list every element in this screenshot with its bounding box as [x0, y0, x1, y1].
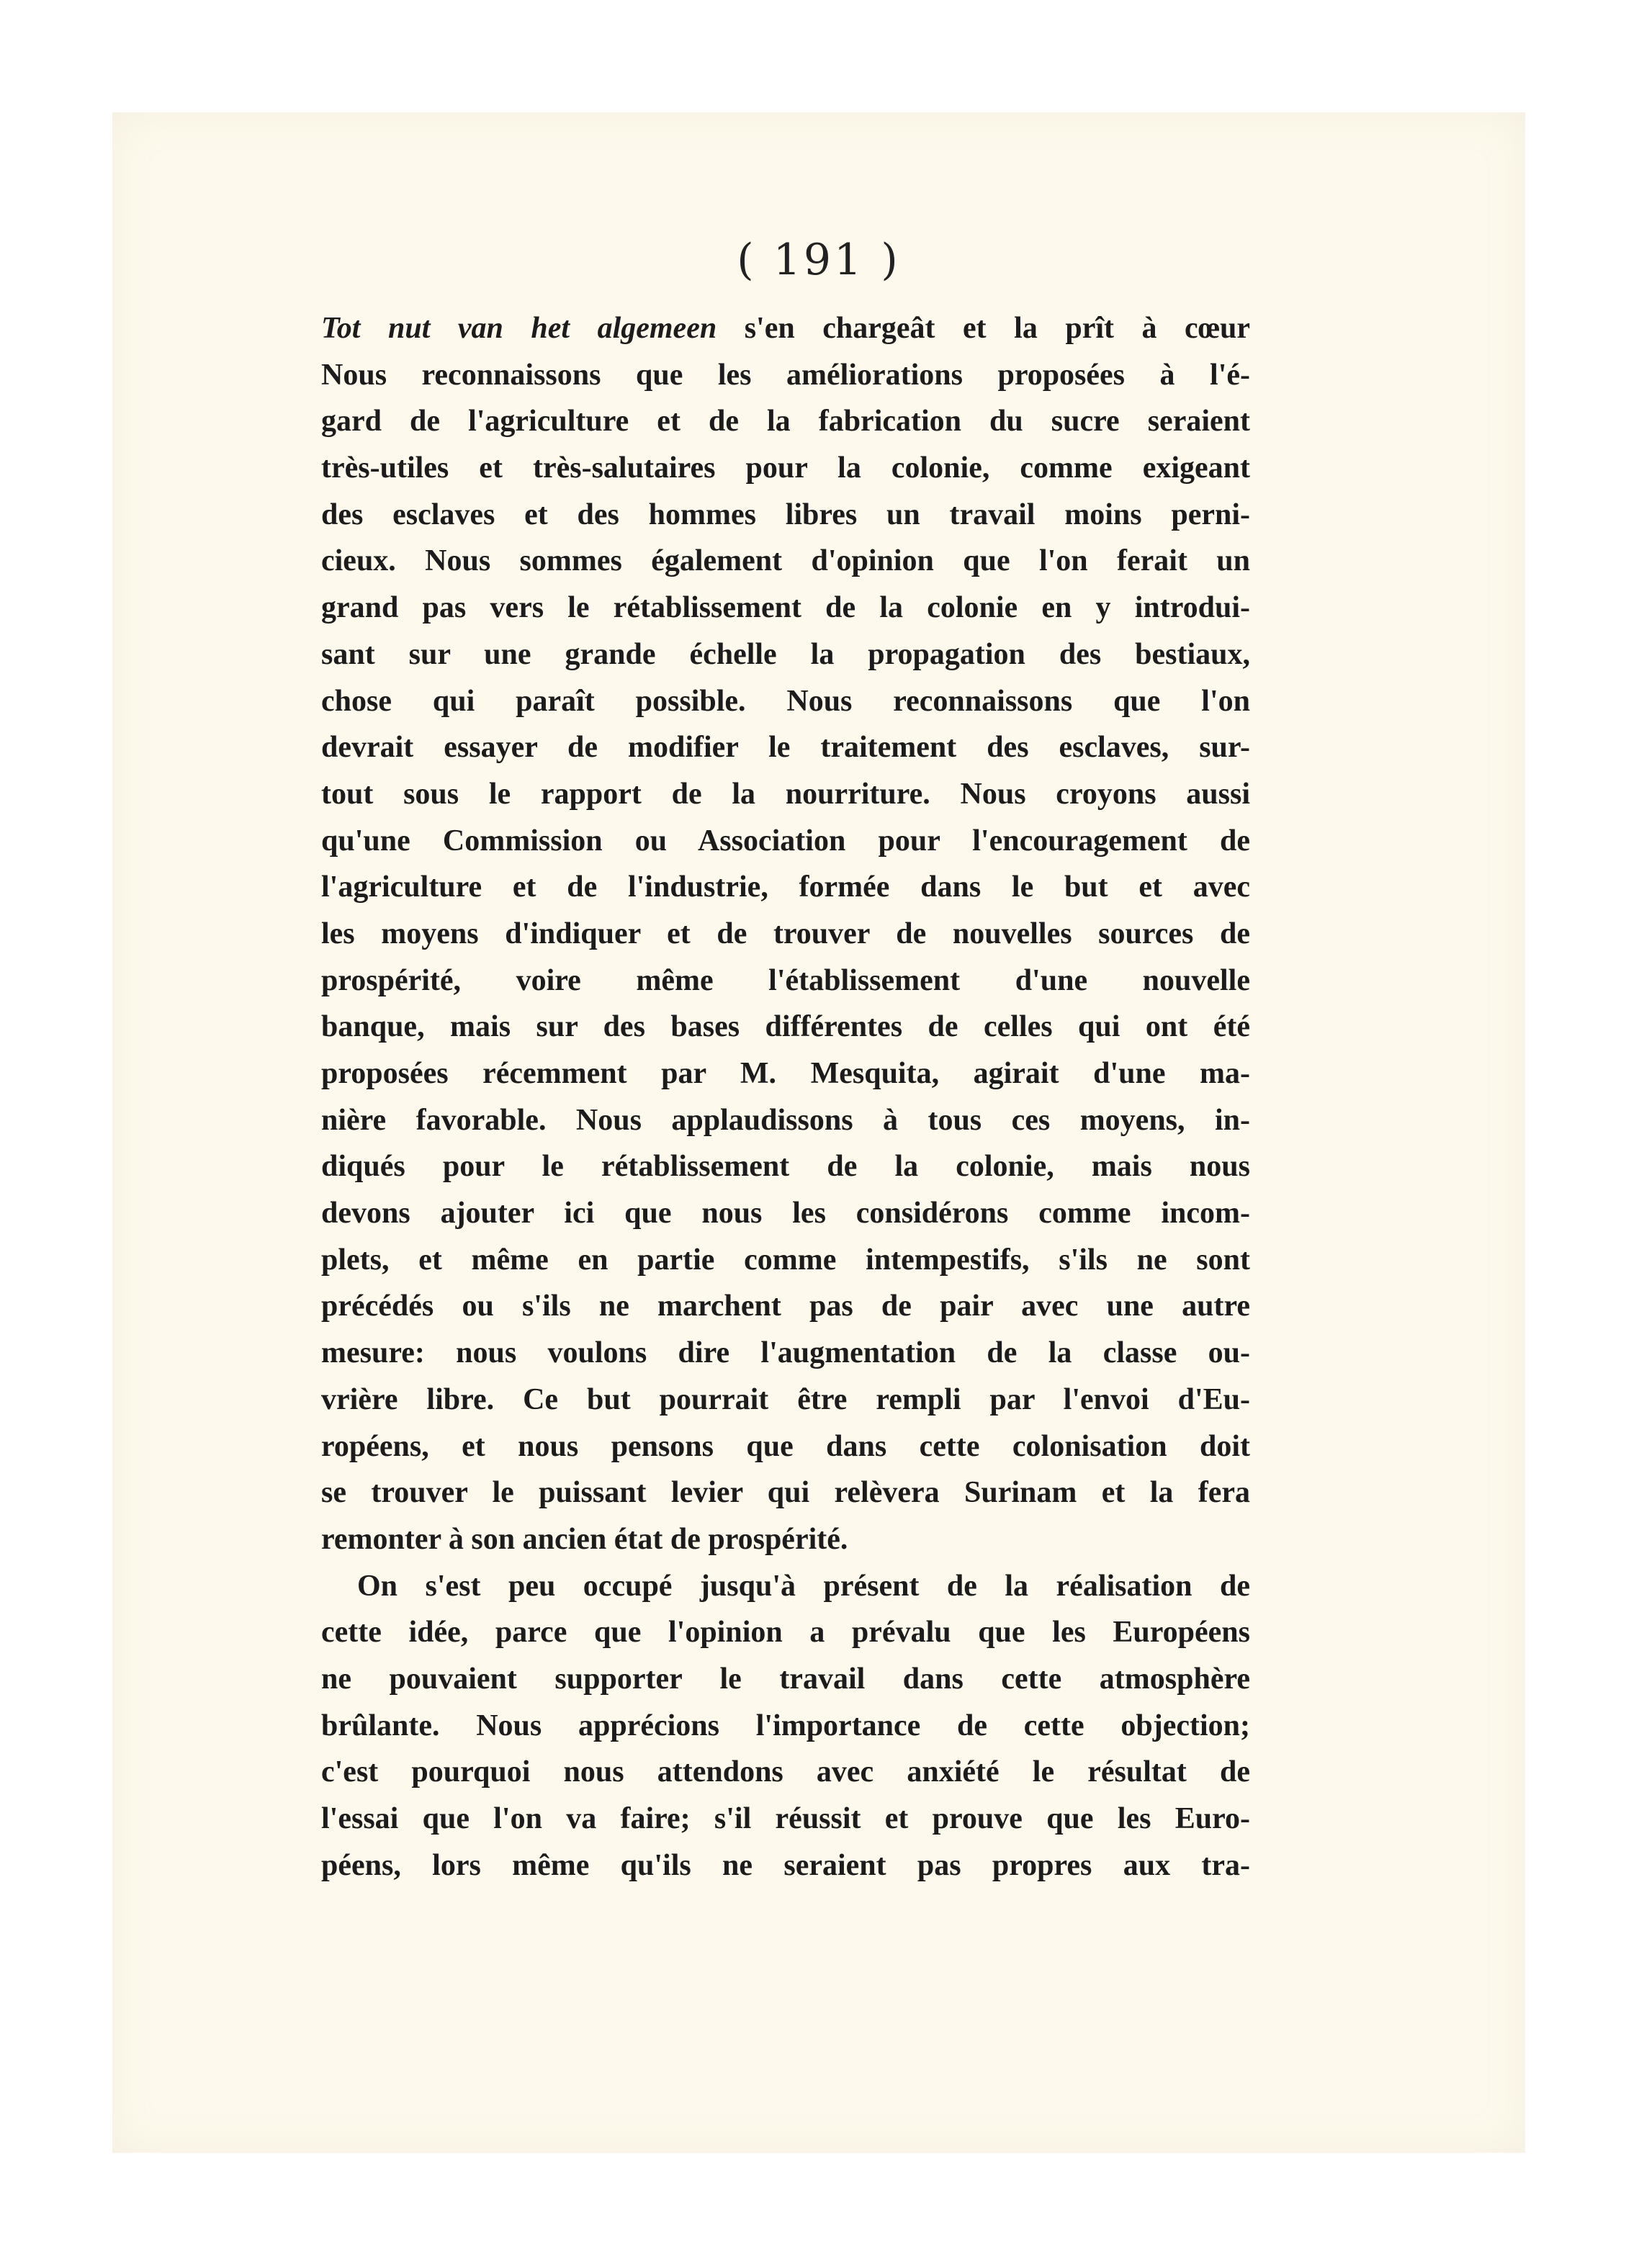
line-text: On s'est peu occupé jusqu'à présent de la réalisation de	[357, 1569, 1250, 1603]
text-line	[321, 1749, 1250, 1796]
text-line	[321, 1703, 1250, 1750]
text-line	[321, 1656, 1250, 1703]
line-text: s'en chargeât et la prît à cœur	[717, 312, 1250, 345]
line-text: diqués pour le rétablissement de la colonie, mais nous	[321, 1150, 1250, 1184]
line-text: se trouver le puissant levier qui relèvera Surinam et la fera	[321, 1476, 1250, 1510]
text-line	[321, 724, 1250, 771]
text-line	[321, 958, 1250, 1004]
line-text: sant sur une grande échelle la propagation des bestiaux,	[321, 637, 1250, 671]
line-text: péens, lors même qu'ils ne seraient pas propres aux tra-	[321, 1848, 1250, 1882]
line-text: l'essai que l'on va faire; s'il réussit et prouve que les Euro-	[321, 1802, 1250, 1835]
line-text: chose qui paraît possible. Nous reconnaissons que l'on	[321, 684, 1250, 718]
text-line	[321, 1190, 1250, 1237]
line-text: prospérité, voire même l'établissement d'une nouvelle	[321, 963, 1250, 997]
line-text: devons ajouter ici que nous les considérons comme incom-	[321, 1197, 1250, 1230]
book-page	[112, 112, 1525, 2153]
text-line	[321, 1237, 1250, 1284]
text-line	[321, 352, 1250, 399]
line-text: mesure: nous voulons dire l'augmentation de la classe ou-	[321, 1336, 1250, 1370]
text-line	[321, 1097, 1250, 1144]
text-line	[321, 398, 1250, 445]
text-line	[321, 1004, 1250, 1050]
text-line	[321, 1423, 1250, 1470]
line-text: les moyens d'indiquer et de trouver de nouvelles sources de	[321, 917, 1250, 950]
body-text	[321, 305, 1250, 1889]
line-text: tout sous le rapport de la nourriture. Nous croyons aussi	[321, 777, 1250, 811]
text-line	[321, 1516, 1250, 1563]
text-line	[321, 631, 1250, 678]
line-text: grand pas vers le rétablissement de la colonie en y introdui-	[321, 591, 1250, 625]
line-text: précédés ou s'ils ne marchent pas de pair avec une autre	[321, 1290, 1250, 1323]
text-line	[321, 1470, 1250, 1516]
text-line	[321, 1143, 1250, 1190]
line-text: c'est pourquoi nous attendons avec anxiété le résultat de	[321, 1755, 1250, 1789]
line-text: brûlante. Nous apprécions l'importance de cette objection;	[321, 1709, 1250, 1742]
line-text: banque, mais sur des bases différentes de celles qui ont été	[321, 1010, 1250, 1044]
line-text: l'agriculture et de l'industrie, formée dans le but et avec	[321, 870, 1250, 904]
text-line	[321, 1842, 1250, 1889]
text-line	[321, 585, 1250, 631]
text-line	[321, 1283, 1250, 1330]
line-text: remonter à son ancien état de prospérité.	[321, 1522, 848, 1556]
text-line	[321, 1050, 1250, 1097]
line-text: proposées récemment par M. Mesquita, agirait d'une ma-	[321, 1057, 1250, 1090]
text-line	[321, 538, 1250, 585]
text-line	[321, 492, 1250, 539]
text-line	[321, 771, 1250, 818]
line-text: ne pouvaient supporter le travail dans cette atmosphère	[321, 1662, 1250, 1696]
text-line	[321, 1330, 1250, 1377]
text-line	[321, 1563, 1250, 1610]
text-line	[321, 445, 1250, 492]
text-line	[321, 864, 1250, 911]
text-line	[321, 1796, 1250, 1842]
text-line	[321, 678, 1250, 725]
line-text: plets, et même en partie comme intempestifs, s'ils ne sont	[321, 1243, 1250, 1277]
text-line	[321, 1377, 1250, 1423]
line-text: Nous reconnaissons que les améliorations proposées à l'é-	[321, 358, 1250, 392]
italic-title: Tot nut van het algemeen	[321, 312, 717, 345]
line-text: gard de l'agriculture et de la fabrication du sucre seraient	[321, 405, 1250, 438]
text-line	[321, 911, 1250, 958]
line-text: ropéens, et nous pensons que dans cette colonisation doit	[321, 1429, 1250, 1463]
line-text: vrière libre. Ce but pourrait être rempli par l'envoi d'Eu-	[321, 1382, 1250, 1416]
line-text: cieux. Nous sommes également d'opinion que l'on ferait un	[321, 544, 1250, 578]
line-text: cette idée, parce que l'opinion a prévalu que les Européens	[321, 1616, 1250, 1650]
page-number: ( 191 )	[737, 235, 901, 285]
text-line	[321, 1609, 1250, 1656]
line-text: devrait essayer de modifier le traitement des esclaves, sur-	[321, 731, 1250, 765]
text-line	[321, 305, 1250, 352]
text-line	[321, 818, 1250, 865]
line-text: très-utiles et très-salutaires pour la colonie, comme exigeant	[321, 451, 1250, 485]
line-text: des esclaves et des hommes libres un travail moins perni-	[321, 498, 1250, 531]
line-text: nière favorable. Nous applaudissons à tous ces moyens, in-	[321, 1103, 1250, 1137]
line-text: qu'une Commission ou Association pour l'encouragement de	[321, 824, 1250, 858]
